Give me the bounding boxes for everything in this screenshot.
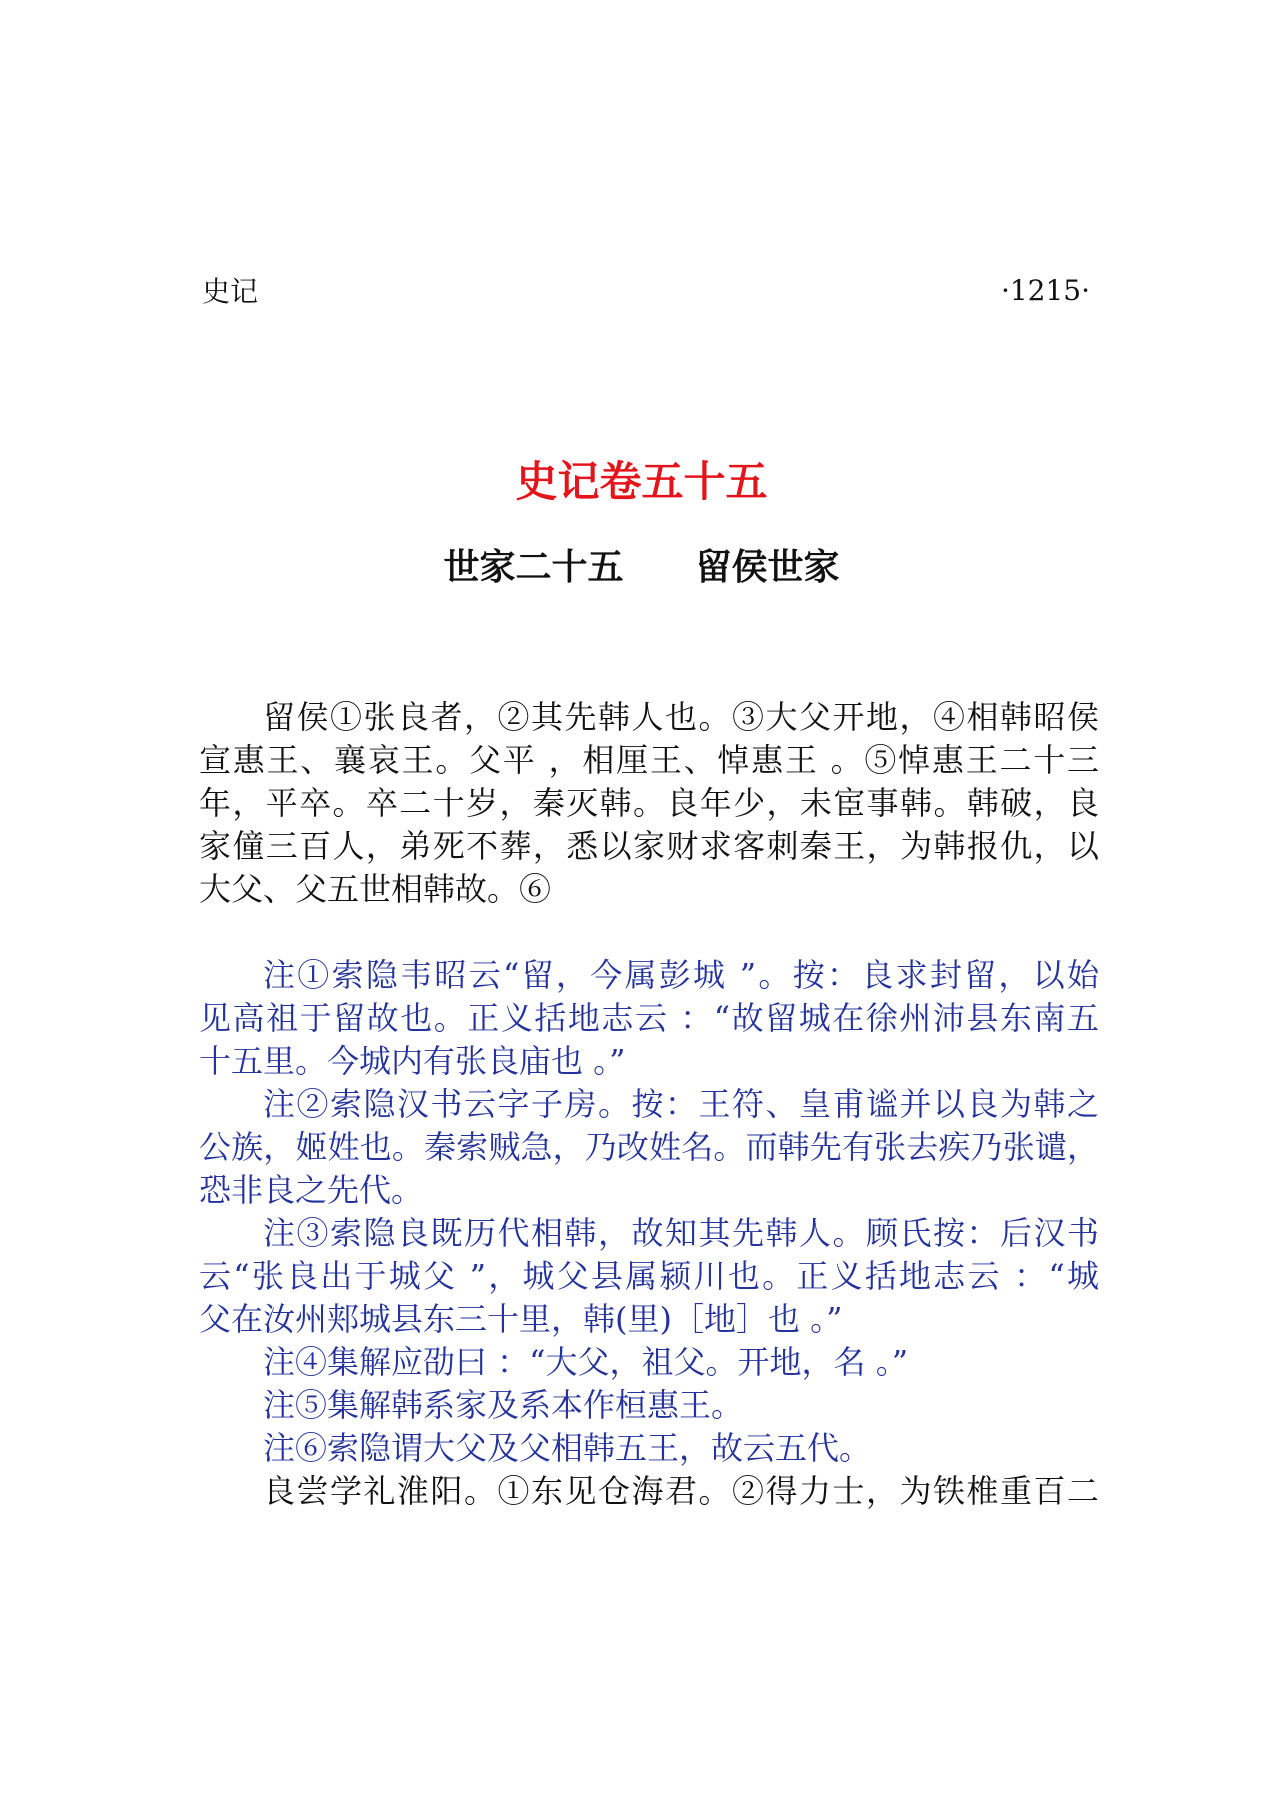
annotations: [199, 954, 1099, 1470]
text-line: 宣惠王、襄哀王。父平 ，相厘王、悼惠王 。⑤悼惠王二十三: [199, 741, 1099, 779]
paragraph-2: [199, 1470, 1099, 1513]
note-1: [199, 954, 1099, 1083]
note-6: [199, 1427, 1099, 1470]
running-header-book-title: 史记: [202, 275, 259, 308]
note-line: 注⑤集解韩系家及系本作桓惠王。: [263, 1386, 744, 1424]
text-line: 良尝学礼淮阳。①东见仓海君。②得力士，为铁椎重百二: [263, 1472, 1099, 1510]
note-line: 注③索隐良既历代相韩，故知其先韩人。顾氏按：后汉书: [263, 1214, 1099, 1252]
note-line: 恐非良之先代。: [199, 1171, 424, 1209]
text-line: 家僮三百人，弟死不葬，悉以家财求客刺秦王，为韩报仇，以: [199, 827, 1099, 865]
text-line: 大父、父五世相韩故。⑥: [199, 870, 552, 908]
text-line: 留侯①张良者，②其先韩人也。③大父开地，④相韩昭侯: [263, 698, 1099, 736]
note-line: 注①索隐韦昭云“留，今属彭城 ”。按：良求封留，以始: [263, 956, 1099, 994]
note-3: [199, 1212, 1099, 1341]
running-header: [202, 272, 1090, 308]
note-4: [199, 1341, 1099, 1384]
paragraph-1: [199, 696, 1099, 911]
note-line: 父在汝州郏城县东三十里，韩(里)［地］也 。”: [199, 1300, 843, 1338]
main-text: [199, 696, 1099, 1513]
note-line: 公族，姬姓也。秦索贼急，乃改姓名。而韩先有张去疾乃张谴，: [199, 1128, 1099, 1166]
chapter-title: 世家二十五 留侯世家: [443, 547, 840, 588]
page-number: ·1215·: [1000, 273, 1090, 307]
note-5: [199, 1384, 1099, 1427]
note-line: 云“张良出于城父 ”，城父县属颍川也。正义括地志云 ：“城: [199, 1257, 1099, 1295]
note-line: 十五里。今城内有张良庙也 。”: [199, 1042, 626, 1080]
volume-title: 史记卷五十五: [515, 457, 768, 506]
note-line: 注④集解应劭曰 ：“大父，祖父。开地，名 。”: [263, 1343, 909, 1381]
text-line: 年，平卒。卒二十岁，秦灭韩。良年少，未宦事韩。韩破，良: [199, 784, 1099, 822]
note-line: 注⑥索隐谓大父及父相韩五王，故云五代。: [263, 1429, 872, 1467]
note-2: [199, 1083, 1099, 1212]
note-line: 注②索隐汉书云字子房。按：王符、皇甫谧并以良为韩之: [263, 1085, 1099, 1123]
note-line: 见高祖于留故也。正义括地志云 ：“故留城在徐州沛县东南五: [199, 999, 1099, 1037]
